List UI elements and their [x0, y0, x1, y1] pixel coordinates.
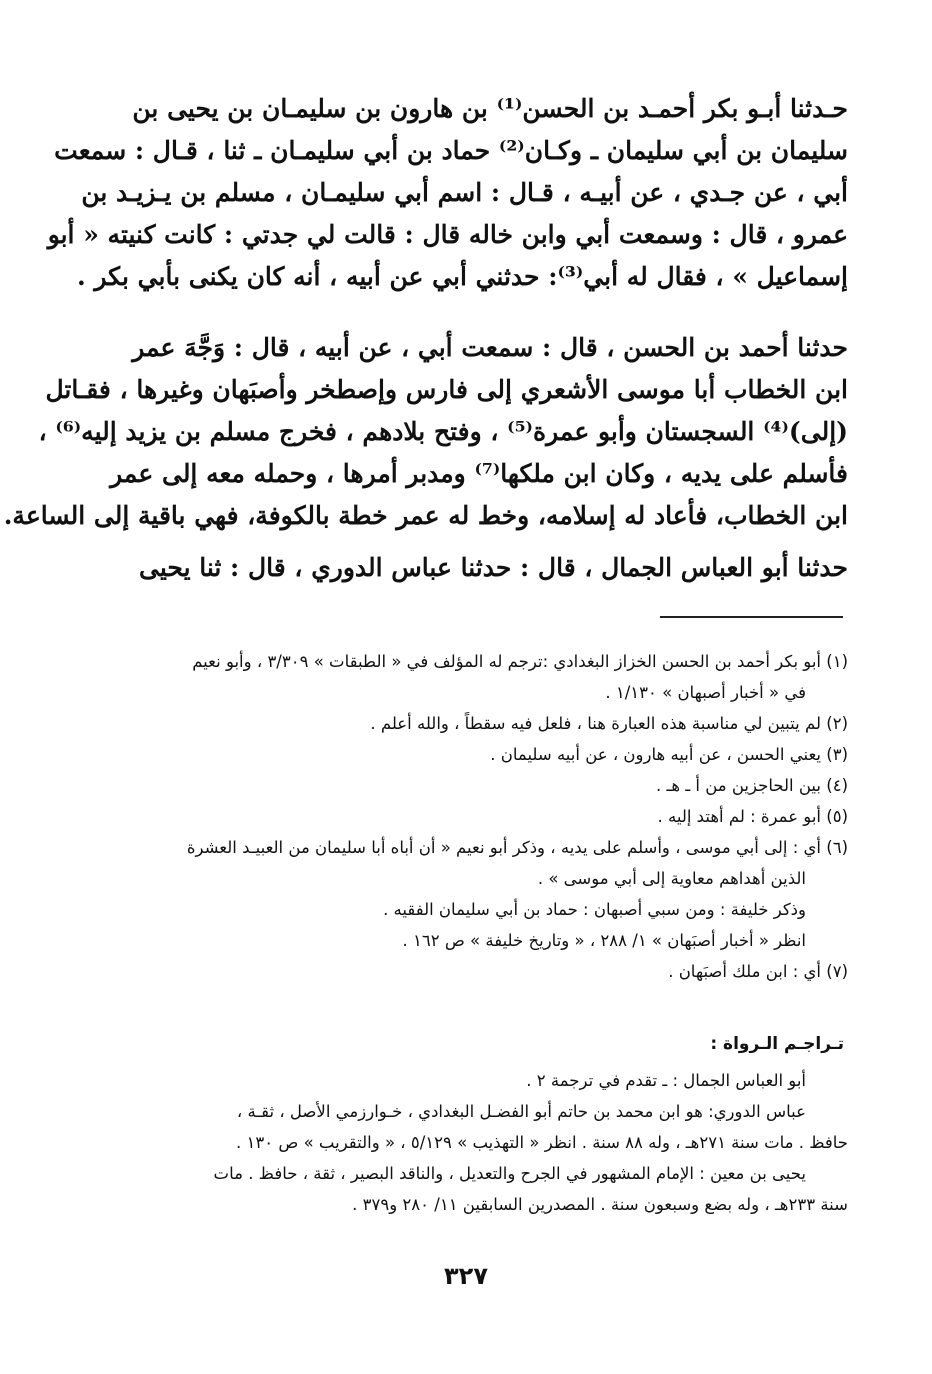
text-line: حـدثنا أبـو بكر أحمـد بن الحسن⁽¹⁾ بن هارون بن سليمـان بن يحيى بن — [132, 94, 848, 123]
text-line: فأسلم على يديه ، وكان ابن ملكها⁽⁷⁾ ومدبر أمرها ، وحمله معه إلى عمر — [110, 459, 848, 488]
narrators-heading: تـراجـم الـرواة : — [710, 1034, 844, 1054]
footnote-2: (٢) لم يتبين لي مناسبة هذه العبارة هنا ، فلعل فيه سقطاً ، والله أعلم . — [370, 714, 848, 733]
footnote-1: (١) أبو بكر أحمد بن الحسن الخزاز البغدادي :ترجم له المؤلف في « الطبقات » ٣/٣٠٩ ، وأبو نعيم — [192, 652, 848, 671]
narrator-entry: عباس الدوري: هو ابن محمد بن حاتم أبو الفضـل البغدادي ، خـوارزمي الأصل ، ثقـة ، — [236, 1102, 806, 1121]
footnote-1-continued: في « أخبار أصبهان » ١/١٣٠ . — [605, 683, 806, 702]
footnote-5: (٥) أبو عمرة : لم أهتد إليه . — [657, 807, 848, 826]
text-line: (إلى)⁽⁴⁾ السجستان وأبو عمرة⁽⁵⁾ ، وفتح بلادهم ، فخرج مسلم بن يزيد إليه⁽⁶⁾ ، — [38, 417, 848, 446]
paragraph-3 — [132, 547, 848, 589]
page-number: ٣٢٧ — [444, 1262, 488, 1290]
footnotes — [132, 646, 848, 987]
paragraph-2 — [3, 327, 848, 537]
footnote-separator — [660, 616, 843, 618]
footnote-3: (٣) يعني الحسن ، عن أبيه هارون ، عن أبيه سليمان . — [490, 745, 848, 764]
text-line: أبي ، عن جـدي ، عن أبيـه ، قـال : اسم أبي سليمـان ، مسلم بن يـزيـد بن — [81, 178, 848, 207]
text-line: ابن الخطاب، فأعاد له إسلامه، وخط له عمر خطة بالكوفة، فهي باقية إلى الساعة. — [3, 501, 848, 530]
text-line: ابن الخطاب أبا موسى الأشعري إلى فارس وإصطخر وأصبَهان وغيرها ، فقـاتل — [45, 375, 848, 404]
text-line: إسماعيل » ، فقال له أبي⁽³⁾: حدثني أبي عن أبيه ، أنه كان يكنى بأبي بكر . — [76, 262, 848, 291]
text-line: سليمان بن أبي سليمان ـ وكـان⁽²⁾ حماد بن أبي سليمـان ـ ثنا ، قـال : سمعت — [54, 136, 848, 165]
text-line: عمرو ، قال : وسمعت أبي وابن خاله قال : قالت لي جدتي : كانت كنيته « أبو — [47, 220, 848, 249]
text-line: حدثنا أبو العباس الجمال ، قال : حدثنا عباس الدوري ، قال : ثنا يحيى — [139, 553, 848, 582]
footnote-6-note: وذكر خليفة : ومن سبي أصبهان : حماد بن أبي سليمان الفقيه . — [383, 900, 806, 919]
text-line: حدثنا أحمد بن الحسن ، قال : سمعت أبي ، عن أبيه ، قال : وَجَّهَ عمر — [132, 333, 848, 362]
footnote-4: (٤) بين الحاجزين من أ ـ هـ . — [656, 776, 848, 795]
footnote-6-reference: انظر « أخبار أصبَهان » ١/ ٢٨٨ ، « وتاريخ خليفة » ص ١٦٢ . — [402, 931, 806, 950]
footnote-6-continued: الذين أهداهم معاوية إلى أبي موسى » . — [537, 869, 806, 888]
narrator-entry-continued: سنة ٢٣٣هـ ، وله بضع وسبعون سنة . المصدرين السابقين ١١/ ٢٨٠ و٣٧٩ . — [352, 1195, 848, 1214]
footnote-6: (٦) أي : إلى أبي موسى ، وأسلم على يديه ، وذكر أبو نعيم « أن أباه أبا سليمان من العبيـد العشرة — [186, 838, 848, 857]
paragraph-1 — [47, 88, 848, 298]
narrator-entry: يحيى بن معين : الإمام المشهور في الجرح والتعديل ، والناقد البصير ، ثقة ، حافظ . مات — [213, 1164, 806, 1183]
narrators-section — [132, 1065, 848, 1220]
footnote-7: (٧) أي : ابن ملك أصبَهان . — [668, 962, 848, 981]
narrator-entry: أبو العباس الجمال : ـ تقدم في ترجمة ٢ . — [526, 1071, 806, 1090]
narrator-entry-continued: حافظ . مات سنة ٢٧١هـ ، وله ٨٨ سنة . انظر « التهذيب » ٥/١٢٩ ، « والتقريب » ص ١٣٠ . — [236, 1133, 848, 1152]
